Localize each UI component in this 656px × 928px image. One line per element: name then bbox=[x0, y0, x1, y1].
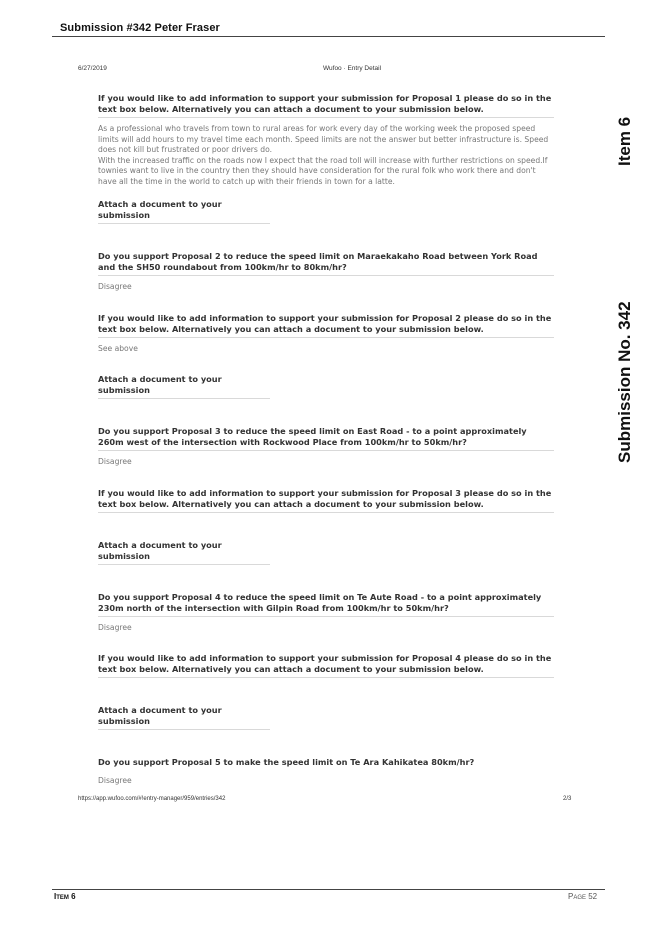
answer-text: See above bbox=[98, 343, 138, 353]
footer-url: https://app.wufoo.com/#!entry-manager/959/entries/342 bbox=[78, 796, 226, 802]
print-page-title: Wufoo · Entry Detail bbox=[323, 65, 382, 72]
footer-page-count: 2/3 bbox=[563, 796, 572, 802]
question-label: If you would like to add information to support your submission for Proposal 4 please do so in the text box below. Alternatively you can attach a document to your submission below. bbox=[98, 653, 554, 678]
question-label: Attach a document to your submission bbox=[98, 705, 270, 730]
question-label: If you would like to add information to support your submission for Proposal 3 please do so in the text box below. Alternatively you can attach a document to your submission below. bbox=[98, 488, 554, 513]
header-divider bbox=[52, 36, 605, 37]
entry-detail bbox=[98, 93, 554, 787]
answer-text: As a professional who travels from town to rural areas for work every day of the working week the proposed speed limits will add hours to my travel time each month. Speed limits are not the answer but better infrastructure is. Speed does not kill but frustrated or poor drivers do. With the increased traffic on the roads now I expect that the road toll will increase with further restrictions on speed.If townies want to live in the country then they should have consideration for the rural folk who work there and don't have all the time in the world to catch up with their friends in town for a latte. bbox=[98, 124, 549, 186]
question-label: If you would like to add information to support your submission for Proposal 2 please do so in the text box below. Alternatively you can attach a document to your submission below. bbox=[98, 313, 554, 338]
entry-proposal3 bbox=[98, 426, 554, 468]
side-item-label: Item 6 bbox=[615, 116, 634, 166]
question-label: Do you support Proposal 4 to reduce the speed limit on Te Aute Road - to a point approximately 230m north of the intersection with Gilpin Road from 100km/hr to 50km/hr? bbox=[98, 592, 554, 617]
entry-attach-4 bbox=[98, 705, 554, 730]
entry-proposal2-info bbox=[98, 313, 554, 355]
print-date: 6/27/2019 bbox=[78, 65, 107, 72]
entry-proposal2 bbox=[98, 251, 554, 293]
entry-attach-3 bbox=[98, 540, 554, 565]
entry-attach-1 bbox=[98, 199, 554, 224]
question-label: Do you support Proposal 5 to make the speed limit on Te Ara Kahikatea 80km/hr? bbox=[98, 757, 475, 767]
answer-text: Disagree bbox=[98, 622, 132, 632]
answer-text: Disagree bbox=[98, 282, 132, 291]
entry-proposal4-info bbox=[98, 653, 554, 678]
entry-proposal3-info bbox=[98, 488, 554, 513]
question-label: If you would like to add information to support your submission for Proposal 1 please do so in the text box below. Alternatively you can attach a document to your submission below. bbox=[98, 93, 554, 118]
submission-title: Submission #342 Peter Fraser bbox=[60, 22, 220, 34]
question-label: Attach a document to your submission bbox=[98, 374, 270, 399]
entry-proposal4 bbox=[98, 592, 554, 634]
question-label: Attach a document to your submission bbox=[98, 199, 270, 224]
footer-divider bbox=[52, 889, 605, 890]
footer-item-label: Item 6 bbox=[54, 892, 76, 901]
question-label: Do you support Proposal 2 to reduce the speed limit on Maraekakaho Road between York Road and the SH50 roundabout from 100km/hr to 80km/hr? bbox=[98, 251, 554, 276]
entry-proposal5 bbox=[98, 757, 554, 787]
answer-text: Disagree bbox=[98, 776, 132, 785]
entry-proposal1-info bbox=[98, 93, 554, 187]
entry-attach-2 bbox=[98, 374, 554, 399]
answer-text: Disagree bbox=[98, 457, 132, 466]
question-label: Do you support Proposal 3 to reduce the speed limit on East Road - to a point approximately 260m west of the intersection with Rockwood Place from 100km/hr to 50km/hr? bbox=[98, 426, 554, 451]
footer-page-number: Page 52 bbox=[568, 892, 598, 901]
question-label: Attach a document to your submission bbox=[98, 540, 270, 565]
side-submission-label: Submission No. 342 bbox=[615, 301, 634, 463]
